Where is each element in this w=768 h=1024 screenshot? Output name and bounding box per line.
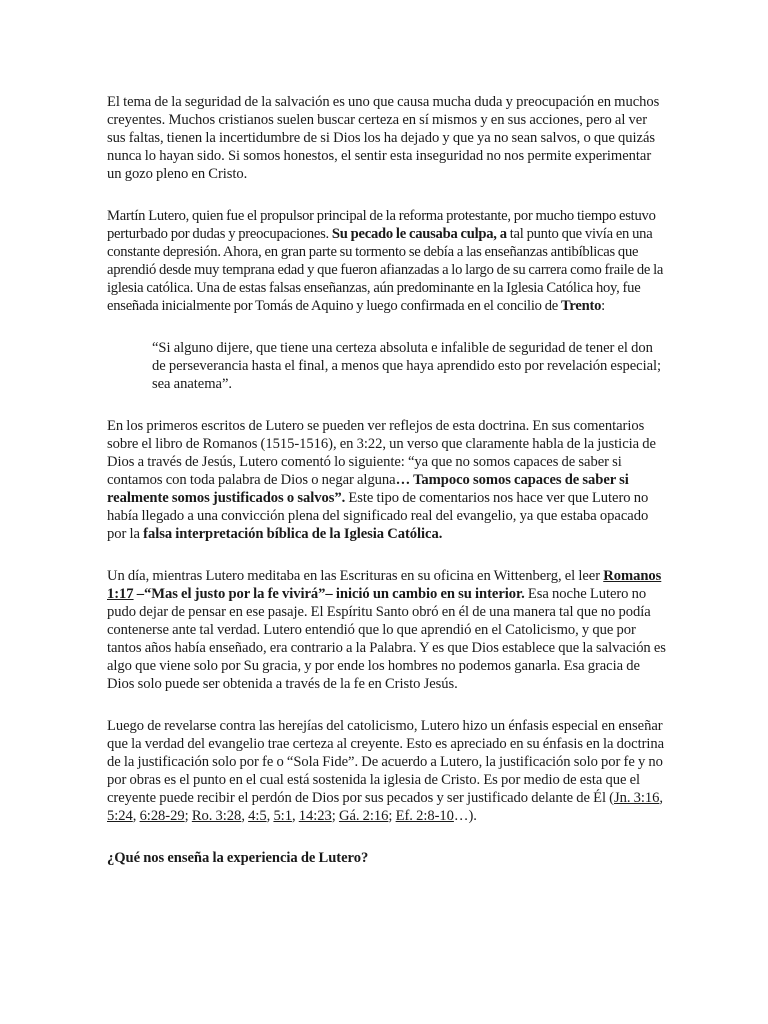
bible-link-label: Romanos 1:17: [107, 568, 662, 602]
paragraph-sola-fide: [107, 717, 667, 825]
section-heading: ¿Qué nos enseña la experiencia de Lutero?: [107, 850, 369, 866]
text-span: Un día, mientras Lutero meditaba en las Escrituras en su oficina en Wittenberg, el leer: [107, 568, 604, 584]
separator: ,: [132, 808, 140, 824]
separator: ,: [241, 808, 249, 824]
separator: ;: [184, 808, 192, 824]
bible-link-6-28-29[interactable]: 6:28-29: [139, 808, 185, 824]
separator: ;: [388, 808, 396, 824]
text-span: Luego de revelarse contra las herejías del catolicismo, Lutero hizo un énfasis especial en enseñar que la verdad del evangelio trae certeza al creyente. Esto es apreciado en su énfasis en la doctrina de la justificación solo por fe o “Sola Fide”. De acuerdo a Lutero, la justificación solo por fe y no por obras es el punto en el cual está sostenida la iglesia de Cristo. Es por medio de esta que el creyente puede recibir el perdón de Dios por sus pecados y ser justificado delante de Él (: [107, 718, 665, 806]
paragraph-intro: El tema de la seguridad de la salvación es uno que causa mucha duda y preocupación en muchos creyentes. Muchos cristianos suelen buscar certeza en sí mismos y en sus acciones, pero al ver sus faltas, tienen la incertidumbre de si Dios los ha dejado y que ya no sean salvos, o que quizás nunca lo hayan sido. Si somos honestos, el sentir esta inseguridad no nos permite experimentar un gozo pleno en Cristo.: [107, 94, 660, 182]
paragraph-lutero-intro: [107, 207, 667, 315]
bible-link-ro-3-28[interactable]: Ro. 3:28: [191, 808, 242, 824]
bible-link-5-1[interactable]: 5:1: [273, 808, 292, 824]
separator: ;: [331, 808, 339, 824]
text-span: En los primeros escritos de Lutero se pueden ver reflejos de esta doctrina. En sus comentarios sobre el libro de Romanos (1515-1516), en 3:22, un verso que claramente habla de la justicia de Dios a través de Jesús, Lutero comentó lo siguiente: “ya que no somos capaces de saber si contamos con toda palabra de Dios o negar alguna: [107, 418, 656, 488]
text-span: tal punto que vivía en una constante depresión. Ahora, en gran parte su tormento se debía a las enseñanzas antibíblicas que aprendió desde muy temprana edad y que fueron afianzadas a lo largo de su carrera como fraile de la iglesia católica. Una de estas falsas enseñanzas, aún predominante en la Iglesia Católica hoy, fue enseñada inicialmente por Tomás de Aquino y luego confirmada en el concilio de: [107, 226, 664, 314]
text-span: Este tipo de comentarios nos hace ver que Lutero no había llegado a una convicción plena del significado real del evangelio, ya que estaba opacado por la: [107, 490, 649, 542]
bold-span: falsa interpretación bíblica de la Iglesia Católica.: [143, 526, 443, 542]
bible-link-5-24[interactable]: 5:24: [107, 808, 133, 824]
bible-link-14-23[interactable]: 14:23: [298, 808, 332, 824]
block-quote: “Si alguno dijere, que tiene una certeza absoluta e infalible de seguridad de tener el don de perseverancia hasta el final, a menos que haya aprendido esto por revelación especial; sea anatema”.: [152, 340, 662, 392]
bold-span-trento: Trento: [561, 298, 602, 314]
separator: ,: [266, 808, 274, 824]
bible-link-ef-2-8-10[interactable]: Ef. 2:8-10: [395, 808, 454, 824]
separator: ,: [659, 790, 664, 806]
paragraph-romanos-comment: [107, 417, 667, 543]
bold-span: –“Mas el justo por la fe vivirá”– inició un cambio en su interior.: [133, 586, 525, 602]
text-span: …).: [453, 808, 477, 824]
text-span: :: [601, 298, 605, 314]
bold-span: Su pecado le causaba culpa, a: [331, 226, 507, 242]
bible-link-4-5[interactable]: 4:5: [248, 808, 267, 824]
bold-span: … Tampoco somos capaces de saber si realmente somos justificados o salvos”.: [107, 472, 629, 506]
text-span: Esa noche Lutero no pudo dejar de pensar en ese pasaje. El Espíritu Santo obró en él de una manera tal que no podía contenerse ante tal verdad. Lutero entendió que lo que aprendió en el Catolicismo, y que por tantos años había enseñado, era contrario a la Palabra. Y es que Dios establece que la salvación es algo que viene solo por Su gracia, y por ende los hombres no podemos ganarla. Esa gracia de Dios solo puede ser obtenida a través de la fe en Cristo Jesús.: [107, 586, 666, 692]
bible-link-jn-3-16[interactable]: Jn. 3:16: [614, 790, 660, 806]
text-span: Martín Lutero, quien fue el propulsor principal de la reforma protestante, por mucho tiempo estuvo perturbado por dudas y preocupaciones.: [107, 208, 656, 242]
separator: ,: [291, 808, 299, 824]
paragraph-wittenberg: [107, 567, 667, 693]
bible-link-ga-2-16[interactable]: Gá. 2:16: [338, 808, 389, 824]
document-body: [107, 93, 667, 867]
